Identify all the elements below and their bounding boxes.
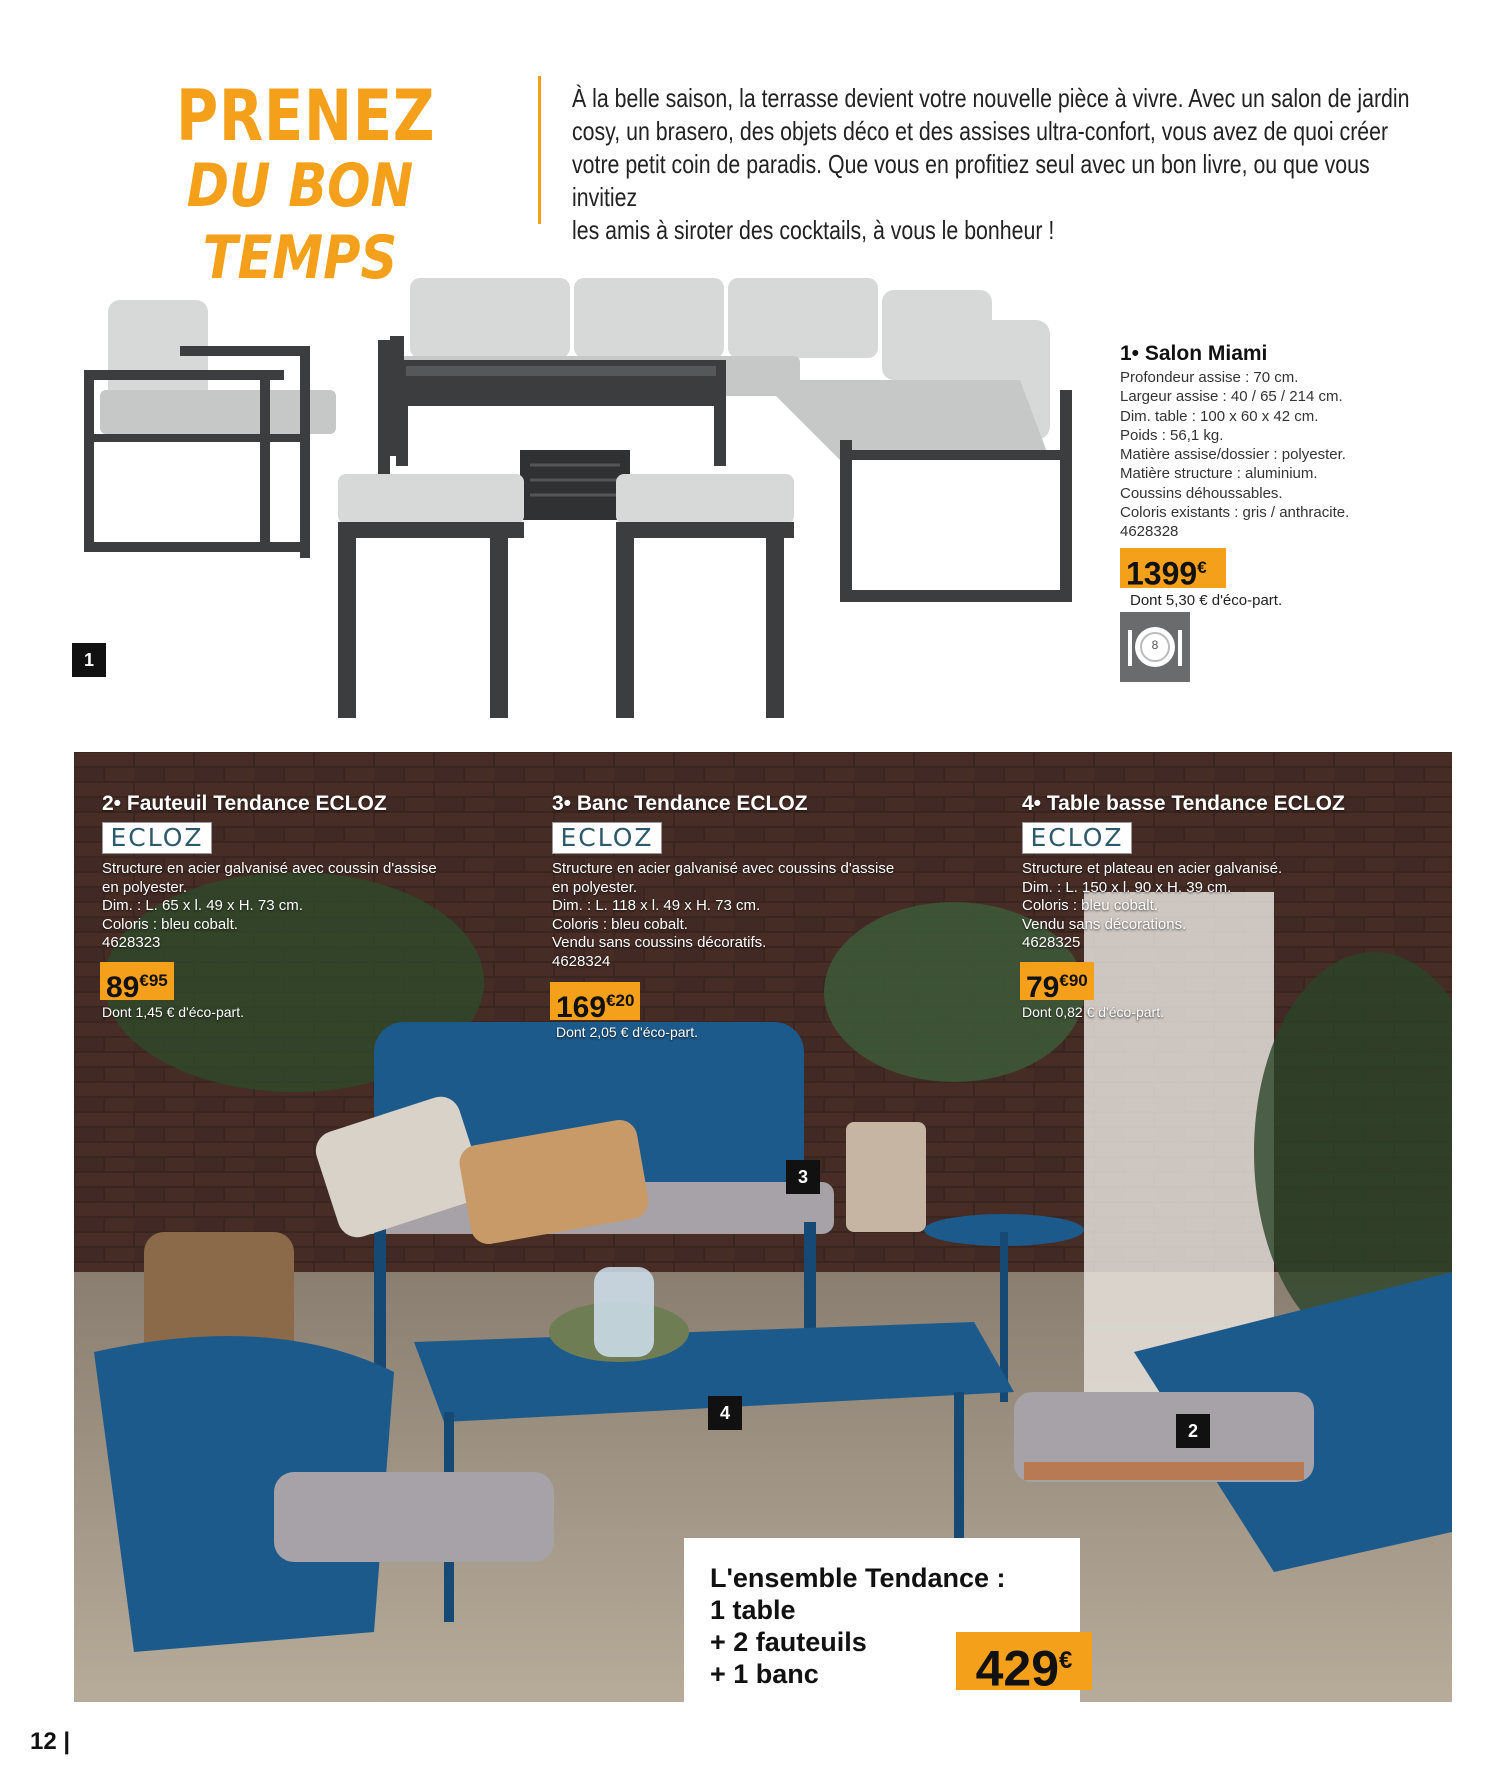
product3-title: 3• Banc Tendance ECLOZ — [552, 792, 808, 815]
product2-eco-part: Dont 1,45 € d'éco-part. — [102, 1004, 244, 1020]
header-divider — [538, 76, 541, 224]
spec-line: Coussins déhoussables. — [1120, 484, 1283, 502]
armchair-illustration — [84, 300, 336, 558]
intro-line: cosy, un brasero, des objets déco et des assises ultra-confort, vous avez de quoi créer — [572, 116, 1389, 146]
spec-line: Largeur assise : 40 / 65 / 214 cm. — [1120, 388, 1343, 406]
product4-eco-part: Dont 0,82 € d'éco-part. — [1022, 1004, 1164, 1020]
spec-line: 4628328 — [1120, 523, 1179, 541]
spec-line: Coloris existants : gris / anthracite. — [1120, 504, 1350, 522]
product1-title: 1• Salon Miami — [1120, 342, 1268, 365]
headline-line2: DU BON TEMPS — [186, 151, 414, 293]
spec-line: Matière structure : aluminium. — [1120, 465, 1318, 483]
product4-specs — [1022, 860, 1422, 953]
price-value: 1399 — [1126, 555, 1198, 592]
spec-line: Poids : 56,1 kg. — [1120, 426, 1224, 444]
ecloz-logo: ECLOZ — [102, 822, 212, 854]
spec-line: Structure en acier galvanisé avec coussins d'assise — [552, 860, 895, 877]
price-int: 79 — [1026, 971, 1060, 1004]
headline-line1: PRENEZ — [176, 75, 436, 157]
spec-line: en polyester. — [102, 878, 188, 896]
seats-count: 8 — [1151, 638, 1159, 652]
product-badge-1: 1 — [72, 643, 106, 677]
spec-line: Structure et plateau en acier galvanisé. — [1022, 860, 1283, 877]
ecloz-logo: ECLOZ — [552, 822, 662, 854]
spec-line: Vendu sans décorations. — [1022, 915, 1187, 933]
product3-price — [550, 982, 640, 1024]
intro-line: À la belle saison, la terrasse devient votre nouvelle pièce à vivre. Avec un salon de jardin — [572, 83, 1410, 113]
intro-line: les amis à siroter des cocktails, à vous le bonheur ! — [572, 215, 1055, 245]
salon-miami-illustration — [60, 260, 1100, 730]
product1-specs — [1120, 368, 1420, 542]
product2-price — [100, 962, 174, 1004]
intro-line: votre petit coin de paradis. Que vous en profitiez seul avec un bon livre, ou que vous invitiez — [572, 149, 1370, 212]
price-dec: €95 — [139, 971, 168, 990]
product1-eco-part: Dont 5,30 € d'éco-part. — [1130, 592, 1283, 609]
spec-line: Matière assise/dossier : polyester. — [1120, 446, 1346, 464]
ensemble-line: 1 table — [710, 1595, 796, 1625]
spec-line: Dim. : L. 118 x l. 49 x H. 73 cm. — [552, 897, 761, 914]
spec-line: Coloris : bleu cobalt. — [1022, 897, 1158, 914]
spec-line: Vendu sans coussins décoratifs. — [552, 934, 767, 951]
spec-line: 4628323 — [102, 934, 161, 951]
stool-right-illustration — [616, 474, 794, 718]
page-number: 12 | — [30, 1728, 71, 1755]
stool-left-illustration — [338, 474, 524, 718]
product-badge-3: 3 — [786, 1160, 820, 1194]
product2-title: 2• Fauteuil Tendance ECLOZ — [102, 792, 387, 815]
seats-plate-icon — [1120, 612, 1190, 682]
spec-line: Dim. : L. 150 x l. 90 x H. 39 cm. — [1022, 878, 1232, 896]
product3-specs — [552, 860, 992, 971]
product1-price — [1120, 548, 1226, 592]
ecloz-logo: ECLOZ — [1022, 822, 1132, 854]
price-value: 429 — [975, 1640, 1060, 1697]
spec-line: en polyester. — [552, 878, 638, 896]
price-int: 89 — [106, 971, 140, 1004]
spec-line: 4628324 — [552, 952, 611, 970]
intro-paragraph — [572, 82, 1433, 247]
ensemble-line: + 1 banc — [710, 1659, 819, 1689]
product-badge-2: 2 — [1176, 1414, 1210, 1448]
spec-line: Profondeur assise : 70 cm. — [1120, 369, 1299, 386]
spec-line: Dim. : L. 65 x l. 49 x H. 73 cm. — [102, 897, 303, 914]
spec-line: Coloris : bleu cobalt. — [552, 915, 688, 933]
price-dec: €90 — [1059, 971, 1088, 990]
price-currency: € — [1197, 558, 1207, 577]
product4-title: 4• Table basse Tendance ECLOZ — [1022, 792, 1345, 815]
product4-price — [1020, 962, 1094, 1004]
product3-eco-part: Dont 2,05 € d'éco-part. — [556, 1024, 698, 1040]
product2-specs — [102, 860, 542, 953]
ensemble-line: + 2 fauteuils — [710, 1627, 867, 1657]
spec-line: Dim. table : 100 x 60 x 42 cm. — [1120, 407, 1319, 425]
spec-line: Structure en acier galvanisé avec coussin d'assise — [102, 860, 437, 877]
ensemble-price — [956, 1632, 1092, 1697]
page-number-value: 12 — [30, 1728, 57, 1755]
ensemble-line: L'ensemble Tendance : — [710, 1563, 1006, 1593]
spec-line: 4628325 — [1022, 934, 1081, 951]
product-badge-4: 4 — [708, 1396, 742, 1430]
price-int: 169 — [556, 991, 607, 1024]
price-currency: € — [1059, 1647, 1073, 1674]
spec-line: Coloris : bleu cobalt. — [102, 915, 238, 933]
price-dec: €20 — [606, 991, 635, 1010]
